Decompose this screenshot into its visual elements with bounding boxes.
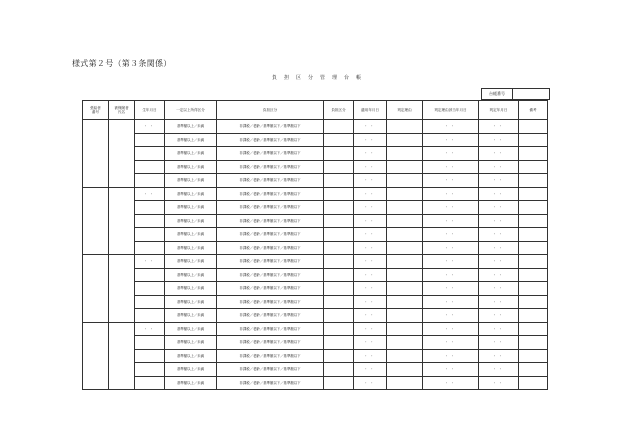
birth-date-cell[interactable] <box>135 214 165 228</box>
burden-category-cell: 非課税／老齢／基準額以下／基準額以下 <box>217 187 324 201</box>
burden-category-cell: 非課税／老齢／基準額以下／基準額以下 <box>217 201 324 215</box>
reason-date-cell[interactable]: ・・ <box>423 336 479 350</box>
burden-category-cell: 非課税／老齢／基準額以下／基準額以下 <box>217 376 324 390</box>
judge-reason-cell[interactable] <box>387 376 423 390</box>
ledger-number-field[interactable] <box>513 89 550 100</box>
column-header: 張給者 番号 <box>83 101 109 120</box>
column-header: 判定年月日 <box>479 101 519 120</box>
reason-date-cell[interactable]: ・・ <box>423 363 479 377</box>
burden-category-extra-cell[interactable] <box>324 295 354 309</box>
burden-category-extra-cell[interactable] <box>324 147 354 161</box>
reason-date-cell[interactable]: ・・ <box>423 174 479 188</box>
birth-date-cell[interactable] <box>135 363 165 377</box>
birth-date-cell[interactable]: ・・ <box>135 120 165 134</box>
remarks-cell[interactable] <box>519 147 548 161</box>
insured-name-cell[interactable] <box>109 120 135 188</box>
birth-date-cell[interactable] <box>135 336 165 350</box>
insured-name-cell[interactable] <box>109 322 135 390</box>
reason-date-cell[interactable]: ・・ <box>423 160 479 174</box>
apply-date-cell[interactable]: ・・ <box>354 322 387 336</box>
reason-date-cell[interactable]: ・・ <box>423 282 479 296</box>
burden-category-cell: 非課税／老齢／基準額以下／基準額以下 <box>217 309 324 323</box>
income-category-cell: 基準額以上／未満 <box>165 120 217 134</box>
reason-date-cell[interactable]: ・・ <box>423 133 479 147</box>
reason-date-cell[interactable]: ・・ <box>423 228 479 242</box>
remarks-cell[interactable] <box>519 255 548 269</box>
birth-date-cell[interactable]: ・・ <box>135 187 165 201</box>
document-title: 負担区分管理台帳 <box>271 75 368 81</box>
income-category-cell: 基準額以上／未満 <box>165 309 217 323</box>
birth-date-cell[interactable] <box>135 309 165 323</box>
column-header: 判定理由該当年月日 <box>423 101 479 120</box>
birth-date-cell[interactable]: ・・ <box>135 322 165 336</box>
remarks-cell[interactable] <box>519 201 548 215</box>
birth-date-cell[interactable] <box>135 282 165 296</box>
judge-date-cell[interactable]: ・・ <box>479 376 519 390</box>
reason-date-cell[interactable]: ・・ <box>423 147 479 161</box>
remarks-cell[interactable] <box>519 282 548 296</box>
apply-date-cell[interactable]: ・・ <box>354 187 387 201</box>
remarks-cell[interactable] <box>519 187 548 201</box>
apply-date-cell[interactable]: ・・ <box>354 336 387 350</box>
judge-reason-cell[interactable] <box>387 268 423 282</box>
burden-category-extra-cell[interactable] <box>324 120 354 134</box>
judge-date-cell[interactable]: ・・ <box>479 309 519 323</box>
burden-category-extra-cell[interactable] <box>324 282 354 296</box>
column-header: 一定以上所得区分 <box>165 101 217 120</box>
reason-date-cell[interactable]: ・・ <box>423 349 479 363</box>
birth-date-cell[interactable] <box>135 174 165 188</box>
burden-category-cell: 非課税／老齢／基準額以下／基準額以下 <box>217 241 324 255</box>
apply-date-cell[interactable]: ・・ <box>354 309 387 323</box>
apply-date-cell[interactable]: ・・ <box>354 282 387 296</box>
judge-reason-cell[interactable] <box>387 160 423 174</box>
table-row <box>83 133 548 147</box>
reason-date-cell[interactable]: ・・ <box>423 214 479 228</box>
burden-category-cell: 非課税／老齢／基準額以下／基準額以下 <box>217 228 324 242</box>
remarks-cell[interactable] <box>519 133 548 147</box>
judge-reason-cell[interactable] <box>387 336 423 350</box>
burden-category-extra-cell[interactable] <box>324 349 354 363</box>
judge-date-cell[interactable]: ・・ <box>479 228 519 242</box>
birth-date-cell[interactable] <box>135 201 165 215</box>
remarks-cell[interactable] <box>519 322 548 336</box>
remarks-cell[interactable] <box>519 363 548 377</box>
income-category-cell: 基準額以上／未満 <box>165 147 217 161</box>
burden-category-cell: 非課税／老齢／基準額以下／基準額以下 <box>217 214 324 228</box>
judge-date-cell[interactable]: ・・ <box>479 214 519 228</box>
column-header: 備考 <box>519 101 548 120</box>
reason-date-cell[interactable]: ・・ <box>423 187 479 201</box>
reason-date-cell[interactable]: ・・ <box>423 241 479 255</box>
apply-date-cell[interactable]: ・・ <box>354 147 387 161</box>
income-category-cell: 基準額以上／未満 <box>165 201 217 215</box>
burden-category-cell: 非課税／老齢／基準額以下／基準額以下 <box>217 322 324 336</box>
reason-date-cell[interactable]: ・・ <box>423 322 479 336</box>
burden-category-extra-cell[interactable] <box>324 309 354 323</box>
table-row <box>83 174 548 188</box>
apply-date-cell[interactable]: ・・ <box>354 268 387 282</box>
burden-category-cell: 非課税／老齢／基準額以下／基準額以下 <box>217 363 324 377</box>
apply-date-cell[interactable]: ・・ <box>354 160 387 174</box>
income-category-cell: 基準額以上／未満 <box>165 133 217 147</box>
income-category-cell: 基準額以上／未満 <box>165 174 217 188</box>
burden-category-cell: 非課税／老齢／基準額以下／基準額以下 <box>217 174 324 188</box>
burden-category-cell: 非課税／老齢／基準額以下／基準額以下 <box>217 160 324 174</box>
reason-date-cell[interactable]: ・・ <box>423 120 479 134</box>
table-row <box>83 376 548 390</box>
burden-category-extra-cell[interactable] <box>324 336 354 350</box>
income-category-cell: 基準額以上／未満 <box>165 241 217 255</box>
judge-date-cell[interactable]: ・・ <box>479 160 519 174</box>
reason-date-cell[interactable]: ・・ <box>423 376 479 390</box>
apply-date-cell[interactable]: ・・ <box>354 255 387 269</box>
birth-date-cell[interactable] <box>135 295 165 309</box>
ledger-number-label: 台帳番号 <box>482 89 513 100</box>
apply-date-cell[interactable]: ・・ <box>354 174 387 188</box>
burden-category-extra-cell[interactable] <box>324 133 354 147</box>
judge-reason-cell[interactable] <box>387 255 423 269</box>
birth-date-cell[interactable] <box>135 147 165 161</box>
burden-category-extra-cell[interactable] <box>324 363 354 377</box>
burden-category-extra-cell[interactable] <box>324 241 354 255</box>
judge-reason-cell[interactable] <box>387 282 423 296</box>
apply-date-cell[interactable]: ・・ <box>354 120 387 134</box>
burden-category-extra-cell[interactable] <box>324 160 354 174</box>
remarks-cell[interactable] <box>519 241 548 255</box>
remarks-cell[interactable] <box>519 228 548 242</box>
judge-reason-cell[interactable] <box>387 322 423 336</box>
burden-category-extra-cell[interactable] <box>324 322 354 336</box>
table-row <box>83 201 548 215</box>
column-header: 生年月日 <box>135 101 165 120</box>
judge-date-cell[interactable]: ・・ <box>479 268 519 282</box>
table-row <box>83 120 548 134</box>
income-category-cell: 基準額以上／未満 <box>165 187 217 201</box>
burden-category-extra-cell[interactable] <box>324 268 354 282</box>
judge-reason-cell[interactable] <box>387 295 423 309</box>
judge-date-cell[interactable]: ・・ <box>479 295 519 309</box>
table-row <box>83 147 548 161</box>
remarks-cell[interactable] <box>519 309 548 323</box>
ledger-body <box>83 120 548 390</box>
birth-date-cell[interactable] <box>135 349 165 363</box>
judge-reason-cell[interactable] <box>387 363 423 377</box>
burden-category-cell: 非課税／老齢／基準額以下／基準額以下 <box>217 282 324 296</box>
reason-date-cell[interactable]: ・・ <box>423 295 479 309</box>
remarks-cell[interactable] <box>519 120 548 134</box>
judge-reason-cell[interactable] <box>387 214 423 228</box>
table-row <box>83 349 548 363</box>
judge-reason-cell[interactable] <box>387 309 423 323</box>
insured-number-cell[interactable] <box>83 120 109 188</box>
judge-reason-cell[interactable] <box>387 228 423 242</box>
remarks-cell[interactable] <box>519 174 548 188</box>
burden-category-extra-cell[interactable] <box>324 255 354 269</box>
burden-category-cell: 非課税／老齢／基準額以下／基準額以下 <box>217 133 324 147</box>
table-row <box>83 214 548 228</box>
judge-reason-cell[interactable] <box>387 187 423 201</box>
remarks-cell[interactable] <box>519 376 548 390</box>
ledger-number-box <box>481 88 550 100</box>
burden-category-extra-cell[interactable] <box>324 376 354 390</box>
birth-date-cell[interactable]: ・・ <box>135 255 165 269</box>
income-category-cell: 基準額以上／未満 <box>165 282 217 296</box>
reason-date-cell[interactable]: ・・ <box>423 268 479 282</box>
birth-date-cell[interactable] <box>135 228 165 242</box>
column-header: 適用年月日 <box>354 101 387 120</box>
table-row <box>83 322 548 336</box>
table-row <box>83 241 548 255</box>
column-header: 被保険者 氏名 <box>109 101 135 120</box>
apply-date-cell[interactable]: ・・ <box>354 241 387 255</box>
income-category-cell: 基準額以上／未満 <box>165 295 217 309</box>
remarks-cell[interactable] <box>519 336 548 350</box>
remarks-cell[interactable] <box>519 214 548 228</box>
apply-date-cell[interactable]: ・・ <box>354 363 387 377</box>
apply-date-cell[interactable]: ・・ <box>354 214 387 228</box>
reason-date-cell[interactable]: ・・ <box>423 201 479 215</box>
remarks-cell[interactable] <box>519 268 548 282</box>
judge-date-cell[interactable]: ・・ <box>479 241 519 255</box>
burden-category-cell: 非課税／老齢／基準額以下／基準額以下 <box>217 336 324 350</box>
burden-category-cell: 非課税／老齢／基準額以下／基準額以下 <box>217 147 324 161</box>
column-header: 判定理由 <box>387 101 423 120</box>
table-row <box>83 268 548 282</box>
burden-category-cell: 非課税／老齢／基準額以下／基準額以下 <box>217 120 324 134</box>
table-row <box>83 160 548 174</box>
table-row <box>83 282 548 296</box>
insured-name-cell[interactable] <box>109 255 135 323</box>
table-row <box>83 295 548 309</box>
judge-date-cell[interactable]: ・・ <box>479 255 519 269</box>
column-header: 負担区分 <box>217 101 324 120</box>
remarks-cell[interactable] <box>519 349 548 363</box>
judge-date-cell[interactable]: ・・ <box>479 133 519 147</box>
ledger-table <box>82 100 548 390</box>
apply-date-cell[interactable]: ・・ <box>354 133 387 147</box>
insured-name-cell[interactable] <box>109 187 135 255</box>
birth-date-cell[interactable] <box>135 133 165 147</box>
column-header: 負担区分 <box>324 101 354 120</box>
remarks-cell[interactable] <box>519 160 548 174</box>
judge-date-cell[interactable]: ・・ <box>479 363 519 377</box>
burden-category-extra-cell[interactable] <box>324 214 354 228</box>
burden-category-extra-cell[interactable] <box>324 174 354 188</box>
burden-category-cell: 非課税／老齢／基準額以下／基準額以下 <box>217 295 324 309</box>
income-category-cell: 基準額以上／未満 <box>165 228 217 242</box>
insured-number-cell[interactable] <box>83 187 109 255</box>
table-row <box>83 309 548 323</box>
insured-number-cell[interactable] <box>83 322 109 390</box>
judge-date-cell[interactable]: ・・ <box>479 349 519 363</box>
table-row <box>83 228 548 242</box>
burden-category-extra-cell[interactable] <box>324 201 354 215</box>
judge-reason-cell[interactable] <box>387 147 423 161</box>
table-row <box>83 363 548 377</box>
income-category-cell: 基準額以上／未満 <box>165 268 217 282</box>
judge-date-cell[interactable]: ・・ <box>479 187 519 201</box>
judge-date-cell[interactable]: ・・ <box>479 336 519 350</box>
burden-category-extra-cell[interactable] <box>324 187 354 201</box>
income-category-cell: 基準額以上／未満 <box>165 160 217 174</box>
judge-date-cell[interactable]: ・・ <box>479 120 519 134</box>
judge-reason-cell[interactable] <box>387 174 423 188</box>
remarks-cell[interactable] <box>519 295 548 309</box>
table-row <box>83 336 548 350</box>
ledger-header-row <box>83 101 548 120</box>
burden-category-extra-cell[interactable] <box>324 228 354 242</box>
burden-category-cell: 非課税／老齢／基準額以下／基準額以下 <box>217 268 324 282</box>
judge-date-cell[interactable]: ・・ <box>479 147 519 161</box>
form-label: 様式第２号（第３条関係） <box>72 59 172 68</box>
income-category-cell: 基準額以上／未満 <box>165 322 217 336</box>
reason-date-cell[interactable]: ・・ <box>423 255 479 269</box>
apply-date-cell[interactable]: ・・ <box>354 228 387 242</box>
apply-date-cell[interactable]: ・・ <box>354 376 387 390</box>
income-category-cell: 基準額以上／未満 <box>165 363 217 377</box>
judge-date-cell[interactable]: ・・ <box>479 201 519 215</box>
judge-date-cell[interactable]: ・・ <box>479 322 519 336</box>
income-category-cell: 基準額以上／未満 <box>165 336 217 350</box>
judge-reason-cell[interactable] <box>387 120 423 134</box>
judge-reason-cell[interactable] <box>387 133 423 147</box>
table-row <box>83 255 548 269</box>
apply-date-cell[interactable]: ・・ <box>354 349 387 363</box>
income-category-cell: 基準額以上／未満 <box>165 349 217 363</box>
birth-date-cell[interactable] <box>135 160 165 174</box>
judge-date-cell[interactable]: ・・ <box>479 282 519 296</box>
table-row <box>83 187 548 201</box>
burden-category-cell: 非課税／老齢／基準額以下／基準額以下 <box>217 255 324 269</box>
birth-date-cell[interactable] <box>135 376 165 390</box>
reason-date-cell[interactable]: ・・ <box>423 309 479 323</box>
judge-date-cell[interactable]: ・・ <box>479 174 519 188</box>
burden-category-cell: 非課税／老齢／基準額以下／基準額以下 <box>217 349 324 363</box>
judge-reason-cell[interactable] <box>387 241 423 255</box>
judge-reason-cell[interactable] <box>387 349 423 363</box>
birth-date-cell[interactable] <box>135 241 165 255</box>
birth-date-cell[interactable] <box>135 268 165 282</box>
income-category-cell: 基準額以上／未満 <box>165 214 217 228</box>
income-category-cell: 基準額以上／未満 <box>165 376 217 390</box>
judge-reason-cell[interactable] <box>387 201 423 215</box>
apply-date-cell[interactable]: ・・ <box>354 295 387 309</box>
apply-date-cell[interactable]: ・・ <box>354 201 387 215</box>
income-category-cell: 基準額以上／未満 <box>165 255 217 269</box>
insured-number-cell[interactable] <box>83 255 109 323</box>
